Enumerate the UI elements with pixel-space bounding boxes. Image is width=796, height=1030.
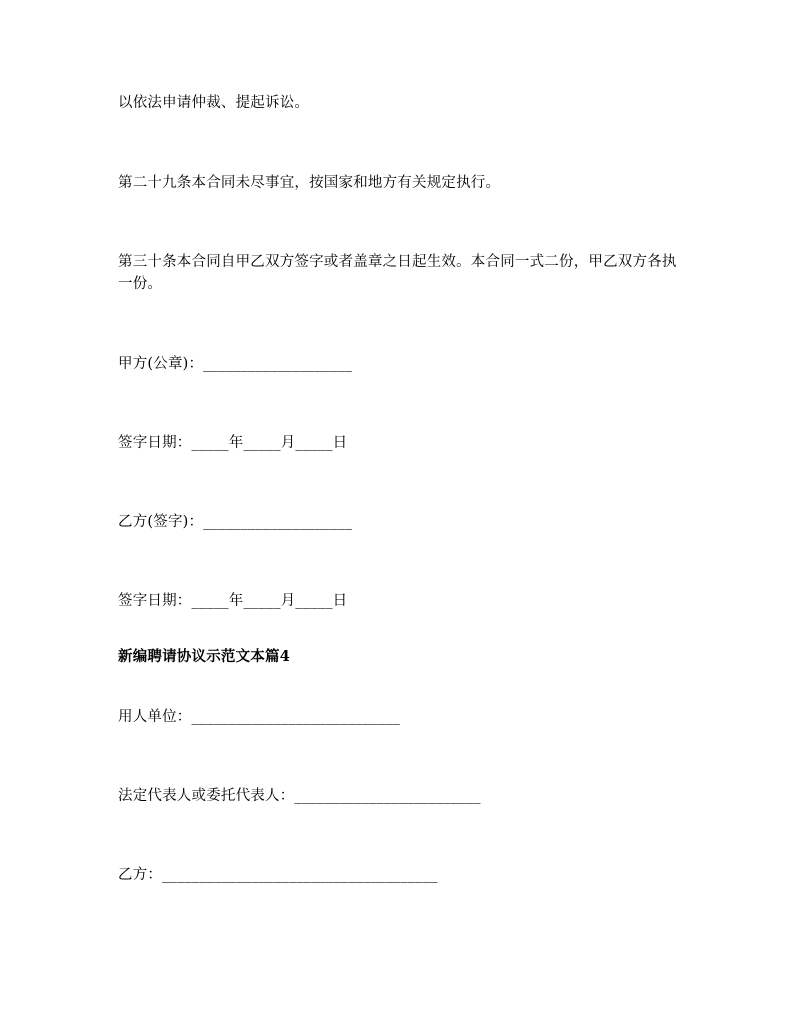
paragraph-article-30: 第三十条本合同自甲乙双方签字或者盖章之日起生效。本合同一式二份，甲乙双方各执一份。: [118, 254, 677, 292]
party-b-sign-date: 签字日期：_____年_____月_____日: [118, 593, 348, 609]
party-a-sign-date: 签字日期：_____年_____月_____日: [118, 435, 348, 451]
paragraph-arbitration: 以依法申请仲裁、提起诉讼。: [118, 95, 310, 111]
party-b-sign-line: 乙方(签字)：____________________: [118, 514, 353, 530]
employer-field: 用人单位：____________________________: [118, 709, 401, 725]
section-title: 新编聘请协议示范文本篇4: [118, 648, 290, 665]
legal-representative-field: 法定代表人或委托代表人：_________________________: [118, 788, 481, 804]
party-a-seal-line: 甲方(公章)：____________________: [118, 356, 353, 372]
paragraph-article-29: 第二十九条本合同未尽事宜，按国家和地方有关规定执行。: [118, 175, 501, 191]
party-b-field: 乙方：_____________________________________: [118, 867, 438, 883]
